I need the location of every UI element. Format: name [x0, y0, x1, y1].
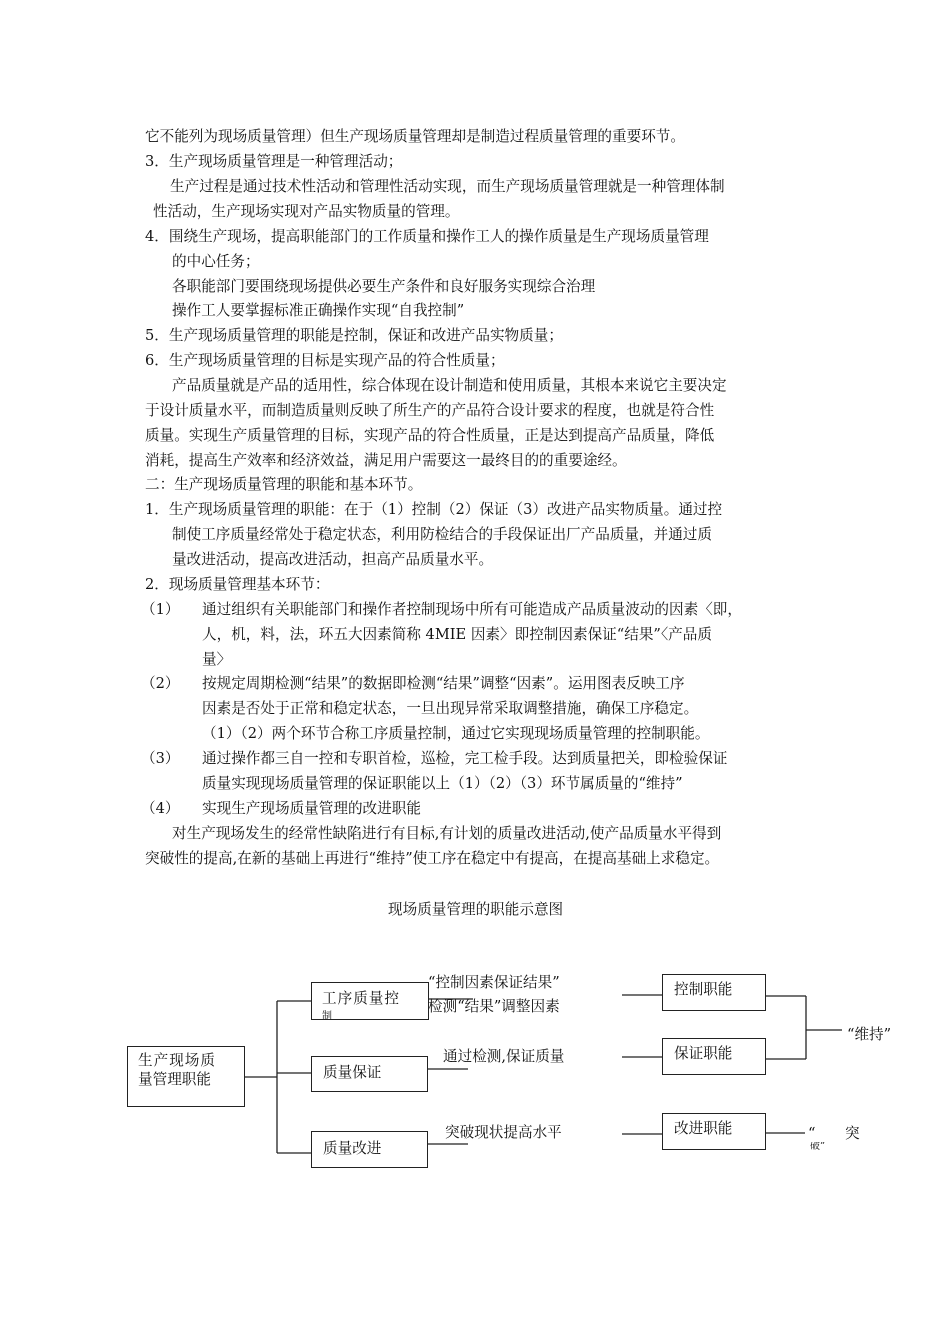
control-function-box [662, 974, 766, 1011]
body-line: 消耗，提高生产效率和经济效益，满足用户需要这一最终目的的重要途经。 [145, 452, 627, 469]
list-item-2: 2．现场质量管理基本环节： [145, 576, 330, 593]
assure-desc: 通过检测,保证质量 [443, 1048, 565, 1065]
breakthrough-open-quote: “ [808, 1125, 816, 1142]
body-line: 产品质量就是产品的适用性，综合体现在设计制造和使用质量，其根本来说它主要决定 [172, 377, 727, 394]
body-line: 突破性的提高,在新的基础上再进行“维持”使工序在稳定中有提高，在提高基础上求稳定。 [145, 850, 720, 867]
sub-item-number: （1） [141, 601, 180, 618]
body-line: （1）（2）两个环节合称工序质量控制，通过它实现现场质量管理的控制职能。 [202, 725, 710, 742]
sub-item-text: 通过操作都三自一控和专职首检，巡检，完工检手段。达到质量把关，即检验保证 [202, 750, 728, 767]
sub-item-number: （2） [141, 675, 180, 692]
quality-improve-label: 质量改进 [323, 1140, 382, 1157]
improve-function-label: 改进职能 [674, 1120, 733, 1137]
list-item-6: 6．生产现场质量管理的目标是实现产品的符合性质量； [145, 352, 505, 369]
breakthrough-cut: 破” [810, 1142, 826, 1150]
diagram-title: 现场质量管理的职能示意图 [388, 901, 564, 918]
root-box [127, 1046, 245, 1107]
maintain-result: “维持” [847, 1026, 892, 1043]
sub-item-text: 按规定周期检测“结果”的数据即检测“结果”调整“因素”。运用图表反映工序 [202, 675, 685, 692]
control-function-label: 控制职能 [674, 981, 733, 998]
assure-function-box [662, 1038, 766, 1075]
control-desc-line2: 检测“结果”调整因素 [428, 998, 560, 1015]
sub-item-number: （4） [141, 800, 180, 817]
sub-item-number: （3） [141, 750, 180, 767]
control-desc-line1: “控制因素保证结果” [428, 974, 560, 991]
body-line: 的中心任务； [172, 253, 260, 270]
body-line: 量改进活动，提高改进活动，担高产品质量水平。 [172, 551, 494, 568]
body-line: 性活动，生产现场实现对产品实物质量的管理。 [153, 203, 460, 220]
body-line: 操作工人要掌握标准正确操作实现“自我控制” [172, 302, 465, 319]
quality-assurance-box [311, 1056, 428, 1092]
body-line: 因素是否处于正常和稳定状态，一旦出现异常采取调整措施，确保工序稳定。 [202, 700, 699, 717]
root-label-line2: 量管理职能 [138, 1071, 211, 1088]
assure-function-label: 保证职能 [674, 1045, 733, 1062]
process-control-box [311, 982, 429, 1020]
body-line: 质量。实现生产质量管理的目标，实现产品的符合性质量，正是达到提高产品质量，降低 [145, 427, 715, 444]
improve-function-box [662, 1113, 766, 1150]
breakthrough-char: 突 [845, 1125, 860, 1142]
list-item-1: 1．生产现场质量管理的职能：在于（1）控制（2）保证（3）改进产品实物质量。通过控 [145, 501, 723, 518]
body-line: 人，机，料，法，环五大因素简称 4MIE 因素〉即控制因素保证“结果”〈产品质 [202, 626, 712, 643]
process-control-label-cut: 制 [322, 1011, 332, 1020]
sub-item-text: 通过组织有关职能部门和操作者控制现场中所有可能造成产品质量波动的因素〈即， [202, 601, 742, 618]
process-control-label: 工序质量控 [322, 990, 400, 1007]
quality-improve-box [311, 1131, 428, 1168]
list-item-3: 3．生产现场质量管理是一种管理活动； [145, 153, 403, 170]
body-line: 于设计质量水平，而制造质量则反映了所生产的产品符合设计要求的程度，也就是符合性 [145, 402, 715, 419]
body-line: 生产过程是通过技术性活动和管理性活动实现，而生产现场质量管理就是一种管理体制 [170, 178, 725, 195]
list-item-4: 4．围绕生产现场，提高职能部门的工作质量和操作工人的操作质量是生产现场质量管理 [145, 228, 709, 245]
quality-assurance-label: 质量保证 [323, 1064, 382, 1081]
root-label-line1: 生产现场质 [138, 1052, 216, 1069]
sub-item-text: 实现生产现场质量管理的改进职能 [202, 800, 421, 817]
body-line: 质量实现现场质量管理的保证职能以上（1）（2）（3）环节属质量的“维持” [202, 775, 683, 792]
body-line: 量〉 [202, 651, 232, 668]
body-line: 制使工序质量经常处于稳定状态，利用防检结合的手段保证出厂产品质量，并通过质 [172, 526, 712, 543]
list-item-5: 5．生产现场质量管理的职能是控制，保证和改进产品实物质量； [145, 327, 563, 344]
improve-desc: 突破现状提高水平 [445, 1124, 562, 1141]
body-line: 它不能列为现场质量管理）但生产现场质量管理却是制造过程质量管理的重要环节。 [145, 128, 685, 145]
section-heading: 二：生产现场质量管理的职能和基本环节。 [145, 476, 423, 493]
body-line: 各职能部门要围绕现场提供必要生产条件和良好服务实现综合治理 [172, 278, 596, 295]
body-line: 对生产现场发生的经常性缺陷进行有目标,有计划的质量改进活动,使产品质量水平得到 [172, 825, 722, 842]
